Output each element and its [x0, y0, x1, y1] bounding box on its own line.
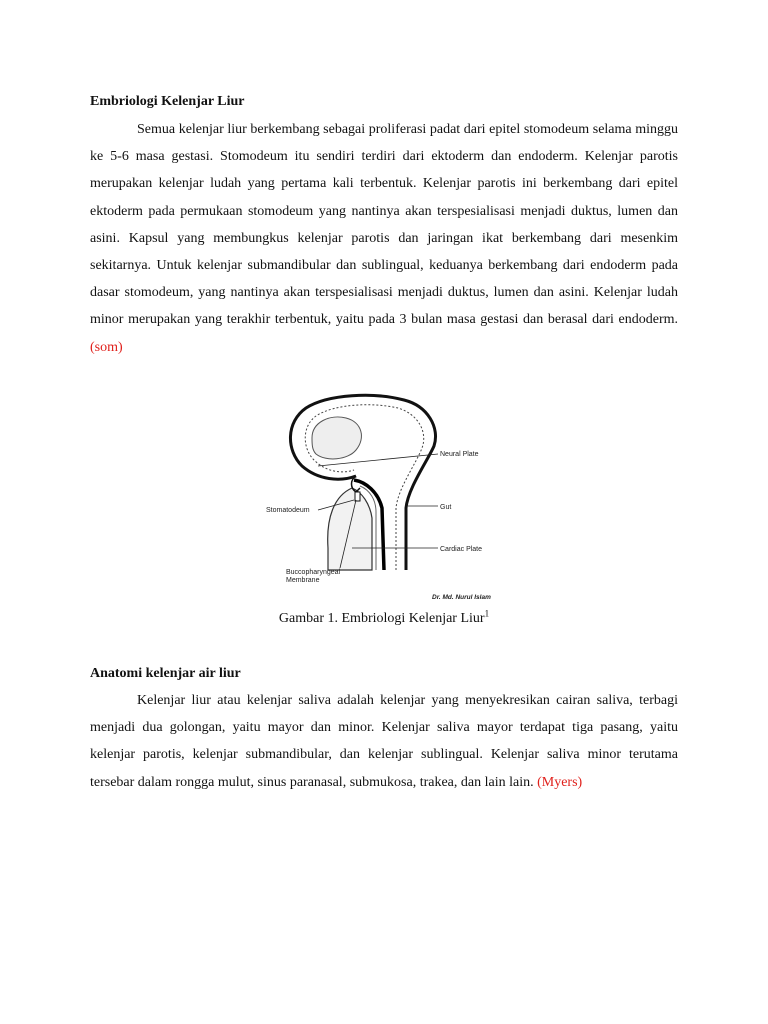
label-stomatodeum: Stomatodeum	[266, 507, 310, 514]
embryo-diagram-figure	[256, 388, 512, 602]
cardiac-region	[328, 488, 372, 570]
figure-caption-footnote: 1	[484, 608, 490, 619]
paragraph-embriologi-text: Semua kelenjar liur berkembang sebagai proliferasi padat dari epitel stomodeum selama minggu ke 5-6 masa gestasi. Stomodeum itu sendiri terdiri dari ektoderm dan endoderm. Kelenjar parotis merupakan kelenjar ludah yang pertama kali terbentuk. Kelenjar parotis ini berkembang dari epitel ektoderm pada permukaan stomodeum yang nantinya akan terspesialisasi menjadi duktus, lumen dan asini. Kapsul yang membungkus kelenjar parotis dan jaringan ikat berkembang dari mesenkim sekitarnya. Untuk kelenjar submandibular dan sublingual, keduanya berkembang dari endoderm pada dasar stomodeum, yang nantinya akan terspesialisasi menjadi duktus, lumen dan asini. Kelenjar ludah minor merupakan yang terakhir terbentuk, yaitu pada 3 bulan masa gestasi dan berasal dari endoderm.	[90, 122, 678, 328]
section-heading-embriologi: Embriologi Kelenjar Liur	[90, 94, 245, 109]
label-cardiac-plate: Cardiac Plate	[440, 546, 483, 553]
forebrain-bulge	[312, 417, 361, 459]
label-gut: Gut	[440, 504, 452, 511]
section-heading-anatomi: Anatomi kelenjar air liur	[90, 666, 241, 681]
paragraph-anatomi-text: Kelenjar liur atau kelenjar saliva adalah kelenjar yang menyekresikan cairan saliva, terbagi menjadi dua golongan, yaitu mayor dan minor. Kelenjar saliva mayor terdapat tiga pasang, yaitu kelenjar parotis, kelenjar submandibular, dan kelenjar sublingual. Kelenjar saliva minor terutama tersebar dalam rongga mulut, sinus paranasal, submukosa, trakea, dan lain lain.	[90, 693, 678, 790]
citation-myers: (Myers)	[537, 774, 583, 790]
citation-som: (som)	[90, 339, 123, 355]
buccopharyngeal-membrane	[355, 492, 360, 501]
paragraph-embriologi	[90, 116, 678, 361]
label-membrane: Membrane	[286, 577, 320, 584]
embryo-diagram	[256, 388, 512, 602]
figure-credit: Dr. Md. Nurul Islam	[432, 594, 491, 601]
label-buccopharyngeal: Buccopharyngeal	[286, 569, 341, 576]
figure-caption	[0, 609, 768, 629]
paragraph-anatomi	[90, 687, 678, 796]
label-neural-plate: Neural Plate	[440, 451, 479, 458]
figure-caption-text: Gambar 1. Embriologi Kelenjar Liur	[278, 611, 485, 626]
